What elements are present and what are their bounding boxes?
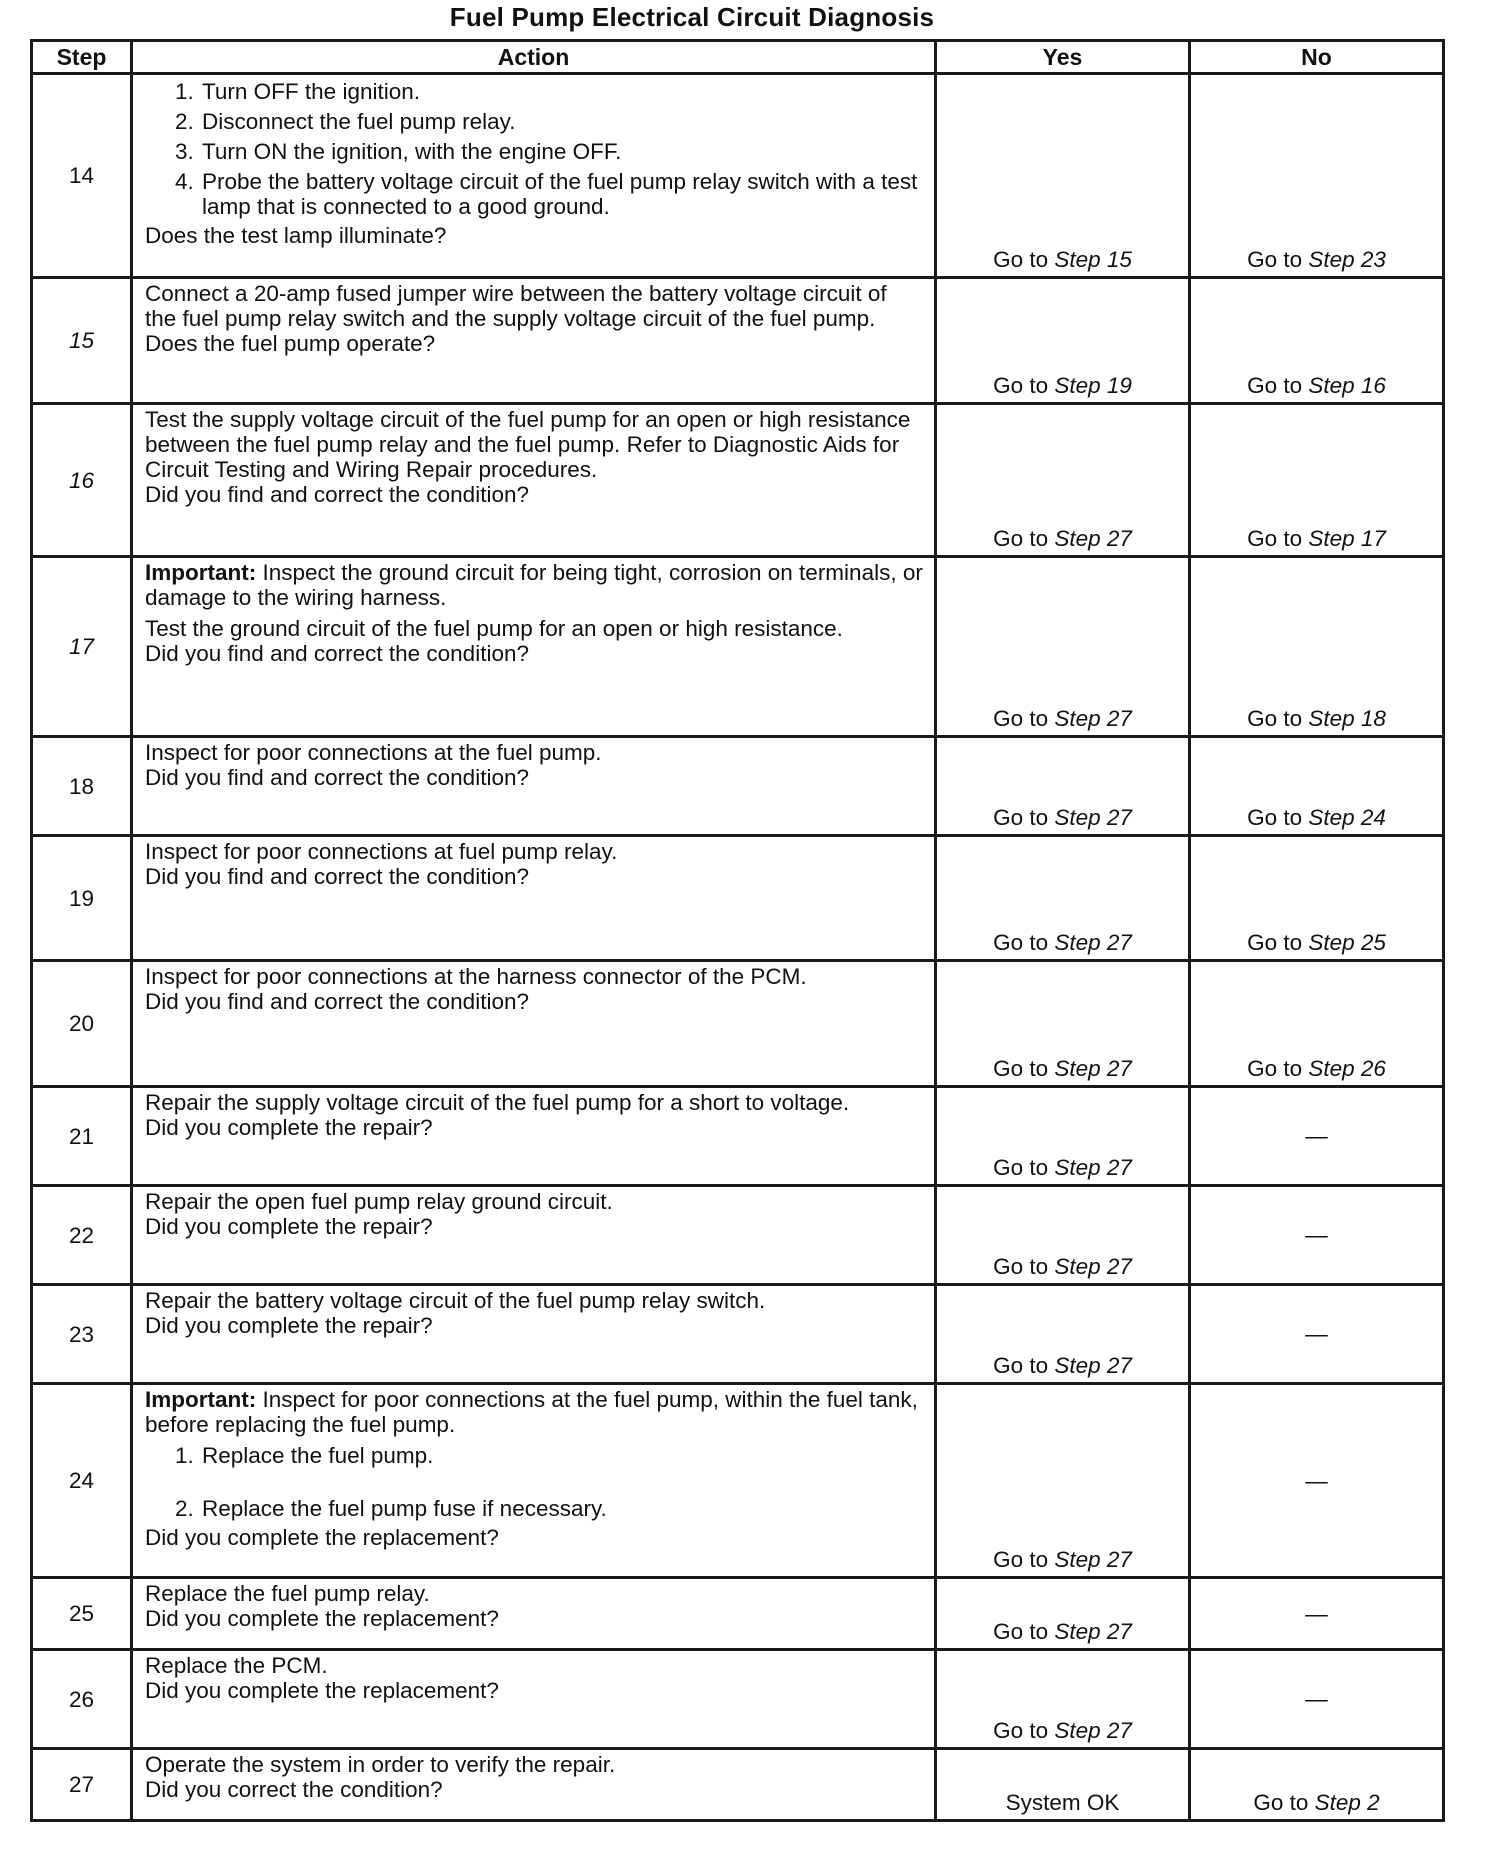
action-question: Does the fuel pump operate? [145, 331, 436, 356]
goto-label: Go to [1247, 805, 1303, 830]
no-cell [1190, 1749, 1444, 1821]
action-cell [132, 557, 936, 737]
action-question: Did you correct the condition? [145, 1777, 443, 1802]
no-cell [1190, 1384, 1444, 1578]
goto-label: Go to [993, 526, 1049, 551]
yes-step-link[interactable]: Step 27 [1054, 1619, 1132, 1644]
action-list [145, 79, 924, 219]
header-step: Step [32, 41, 132, 74]
no-cell [1190, 74, 1444, 278]
no-step-link[interactable]: Step 23 [1308, 247, 1386, 272]
goto-label: Go to [993, 1254, 1049, 1279]
important-note [145, 560, 924, 610]
goto-label: Go to [1247, 706, 1303, 731]
action-question: Did you complete the repair? [145, 1214, 433, 1239]
action-text: Replace the PCM. [145, 1653, 328, 1678]
yes-step-link[interactable]: Step 19 [1054, 373, 1132, 398]
goto-label: Go to [993, 1155, 1049, 1180]
no-cell [1190, 961, 1444, 1087]
step-number: 24 [32, 1384, 132, 1578]
list-item: 4. Probe the battery voltage circuit of the fuel pump relay switch with a test lamp that is connected to a good ground. [200, 169, 924, 219]
table-row [32, 404, 1444, 557]
action-question: Did you complete the repair? [145, 1115, 433, 1140]
no-cell [1190, 1285, 1444, 1384]
important-label: Important: [145, 560, 257, 585]
goto-label: Go to [1247, 1056, 1303, 1081]
step-number: 25 [32, 1578, 132, 1650]
table-row [32, 1749, 1444, 1821]
goto-label: Go to [993, 706, 1049, 731]
step-number: 27 [32, 1749, 132, 1821]
action-cell [132, 278, 936, 404]
list-item: 3. Turn ON the ignition, with the engine OFF. [200, 139, 924, 164]
yes-cell [936, 1087, 1190, 1186]
no-cell [1190, 557, 1444, 737]
action-list [145, 1443, 924, 1521]
goto-label: Go to [993, 805, 1049, 830]
step-number: 19 [32, 836, 132, 961]
important-label: Important: [145, 1387, 257, 1412]
table-row [32, 278, 1444, 404]
table-header-row [32, 41, 1444, 74]
action-cell [132, 1578, 936, 1650]
yes-cell [936, 404, 1190, 557]
header-action: Action [132, 41, 936, 74]
step-number: 16 [32, 404, 132, 557]
action-cell [132, 1650, 936, 1749]
goto-label: Go to [993, 373, 1049, 398]
action-cell [132, 1384, 936, 1578]
goto-label: Go to [993, 1353, 1049, 1378]
goto-label: Go to [993, 247, 1049, 272]
no-step-link[interactable]: Step 26 [1308, 1056, 1386, 1081]
yes-step-link[interactable]: Step 27 [1054, 1353, 1132, 1378]
list-item: 1. Replace the fuel pump. [200, 1443, 924, 1468]
action-cell [132, 961, 936, 1087]
header-no: No [1190, 41, 1444, 74]
table-row [32, 74, 1444, 278]
step-number: 18 [32, 737, 132, 836]
action-question: Did you find and correct the condition? [145, 989, 529, 1014]
table-row [32, 1578, 1444, 1650]
yes-step-link[interactable]: Step 27 [1054, 526, 1132, 551]
yes-step-link[interactable]: Step 27 [1054, 1155, 1132, 1180]
no-step-link[interactable]: Step 2 [1314, 1790, 1380, 1815]
step-number: 23 [32, 1285, 132, 1384]
action-question: Does the test lamp illuminate? [145, 223, 447, 248]
no-step-link[interactable]: Step 24 [1308, 805, 1386, 830]
yes-cell [936, 1186, 1190, 1285]
yes-cell [936, 737, 1190, 836]
goto-label: Go to [1247, 247, 1303, 272]
yes-cell [936, 836, 1190, 961]
goto-label: Go to [1247, 930, 1303, 955]
action-text: Repair the battery voltage circuit of the fuel pump relay switch. [145, 1288, 766, 1313]
yes-cell [936, 1650, 1190, 1749]
no-dash: — [1305, 1123, 1328, 1149]
yes-step-link[interactable]: Step 27 [1054, 1547, 1132, 1572]
table-row [32, 557, 1444, 737]
no-dash: — [1305, 1468, 1328, 1493]
yes-cell [936, 74, 1190, 278]
important-text: Inspect the ground circuit for being tight, corrosion on terminals, or damage to the wiring harness. [145, 560, 923, 610]
action-cell [132, 1087, 936, 1186]
action-question: Did you find and correct the condition? [145, 864, 529, 889]
no-cell [1190, 278, 1444, 404]
yes-cell [936, 1285, 1190, 1384]
action-cell [132, 737, 936, 836]
no-cell [1190, 1650, 1444, 1749]
yes-cell [936, 557, 1190, 737]
no-dash: — [1305, 1321, 1328, 1347]
action-question: Did you complete the replacement? [145, 1678, 499, 1703]
goto-label: Go to [993, 1718, 1049, 1743]
header-yes: Yes [936, 41, 1190, 74]
step-number: 22 [32, 1186, 132, 1285]
no-dash: — [1305, 1601, 1328, 1626]
table-row [32, 737, 1444, 836]
action-text: Inspect for poor connections at fuel pump relay. [145, 839, 618, 864]
step-number: 15 [32, 278, 132, 404]
action-cell [132, 74, 936, 278]
yes-step-link[interactable]: Step 27 [1054, 1056, 1132, 1081]
action-question: Did you complete the replacement? [145, 1606, 499, 1631]
table-row [32, 1285, 1444, 1384]
action-text: Operate the system in order to verify the repair. [145, 1752, 616, 1777]
no-dash: — [1305, 1686, 1328, 1712]
action-text: Test the supply voltage circuit of the fuel pump for an open or high resistance between the fuel pump relay and the fuel pump. Refer to Diagnostic Aids for Circuit Testing and Wiring Repair procedures. [145, 407, 911, 482]
list-item: 2. Replace the fuel pump fuse if necessary. [200, 1496, 924, 1521]
no-dash: — [1305, 1222, 1328, 1248]
action-cell [132, 404, 936, 557]
goto-label: Go to [1247, 526, 1303, 551]
action-text: Replace the fuel pump relay. [145, 1581, 430, 1606]
goto-label: Go to [993, 1547, 1049, 1572]
action-question: Did you complete the repair? [145, 1313, 433, 1338]
no-cell [1190, 1578, 1444, 1650]
step-number: 20 [32, 961, 132, 1087]
action-question: Did you find and correct the condition? [145, 641, 529, 666]
table-row [32, 836, 1444, 961]
table-row [32, 961, 1444, 1087]
system-ok-text: System OK [1005, 1790, 1120, 1815]
important-text: Inspect for poor connections at the fuel pump, within the fuel tank, before replacing the fuel pump. [145, 1387, 918, 1437]
action-cell [132, 836, 936, 961]
step-number: 17 [32, 557, 132, 737]
action-text: Test the ground circuit of the fuel pump for an open or high resistance. [145, 616, 843, 641]
yes-cell [936, 1384, 1190, 1578]
action-text: Inspect for poor connections at the harness connector of the PCM. [145, 964, 807, 989]
no-cell [1190, 836, 1444, 961]
goto-label: Go to [993, 1056, 1049, 1081]
goto-label: Go to [1247, 373, 1303, 398]
no-step-link[interactable]: Step 18 [1308, 706, 1386, 731]
list-item: 2. Disconnect the fuel pump relay. [200, 109, 924, 134]
no-cell [1190, 1186, 1444, 1285]
yes-step-link[interactable]: Step 27 [1054, 1718, 1132, 1743]
action-cell [132, 1285, 936, 1384]
yes-cell [936, 1578, 1190, 1650]
yes-step-link[interactable]: Step 27 [1054, 930, 1132, 955]
action-text: Repair the supply voltage circuit of the fuel pump for a short to voltage. [145, 1090, 850, 1115]
important-note [145, 1387, 924, 1437]
goto-label: Go to [993, 930, 1049, 955]
action-question: Did you find and correct the condition? [145, 765, 529, 790]
action-text: Connect a 20-amp fused jumper wire between the battery voltage circuit of the fuel pump relay switch and the supply voltage circuit of the fuel pump. [145, 281, 887, 331]
action-text: Repair the open fuel pump relay ground circuit. [145, 1189, 613, 1214]
yes-step-link[interactable]: Step 27 [1054, 805, 1132, 830]
no-step-link[interactable]: Step 16 [1308, 373, 1386, 398]
yes-step-link[interactable]: Step 27 [1054, 1254, 1132, 1279]
step-number: 14 [32, 74, 132, 278]
action-cell [132, 1749, 936, 1821]
no-cell [1190, 737, 1444, 836]
step-number: 21 [32, 1087, 132, 1186]
table-row [32, 1186, 1444, 1285]
yes-cell [936, 1749, 1190, 1821]
no-cell [1190, 404, 1444, 557]
list-item: 1. Turn OFF the ignition. [200, 79, 924, 104]
no-step-link[interactable]: Step 25 [1308, 930, 1386, 955]
action-question: Did you complete the replacement? [145, 1525, 499, 1550]
yes-cell [936, 961, 1190, 1087]
action-text: Inspect for poor connections at the fuel pump. [145, 740, 602, 765]
step-number: 26 [32, 1650, 132, 1749]
yes-step-link[interactable]: Step 27 [1054, 706, 1132, 731]
goto-label: Go to [1253, 1790, 1309, 1815]
action-question: Did you find and correct the condition? [145, 482, 529, 507]
table-row [32, 1087, 1444, 1186]
goto-label: Go to [993, 1619, 1049, 1644]
table-row [32, 1650, 1444, 1749]
no-cell [1190, 1087, 1444, 1186]
no-step-link[interactable]: Step 17 [1308, 526, 1386, 551]
table-row [32, 1384, 1444, 1578]
yes-step-link[interactable]: Step 15 [1054, 247, 1132, 272]
page-title: Fuel Pump Electrical Circuit Diagnosis [449, 2, 935, 32]
yes-cell [936, 278, 1190, 404]
diagnosis-table [30, 39, 1445, 1822]
action-cell [132, 1186, 936, 1285]
